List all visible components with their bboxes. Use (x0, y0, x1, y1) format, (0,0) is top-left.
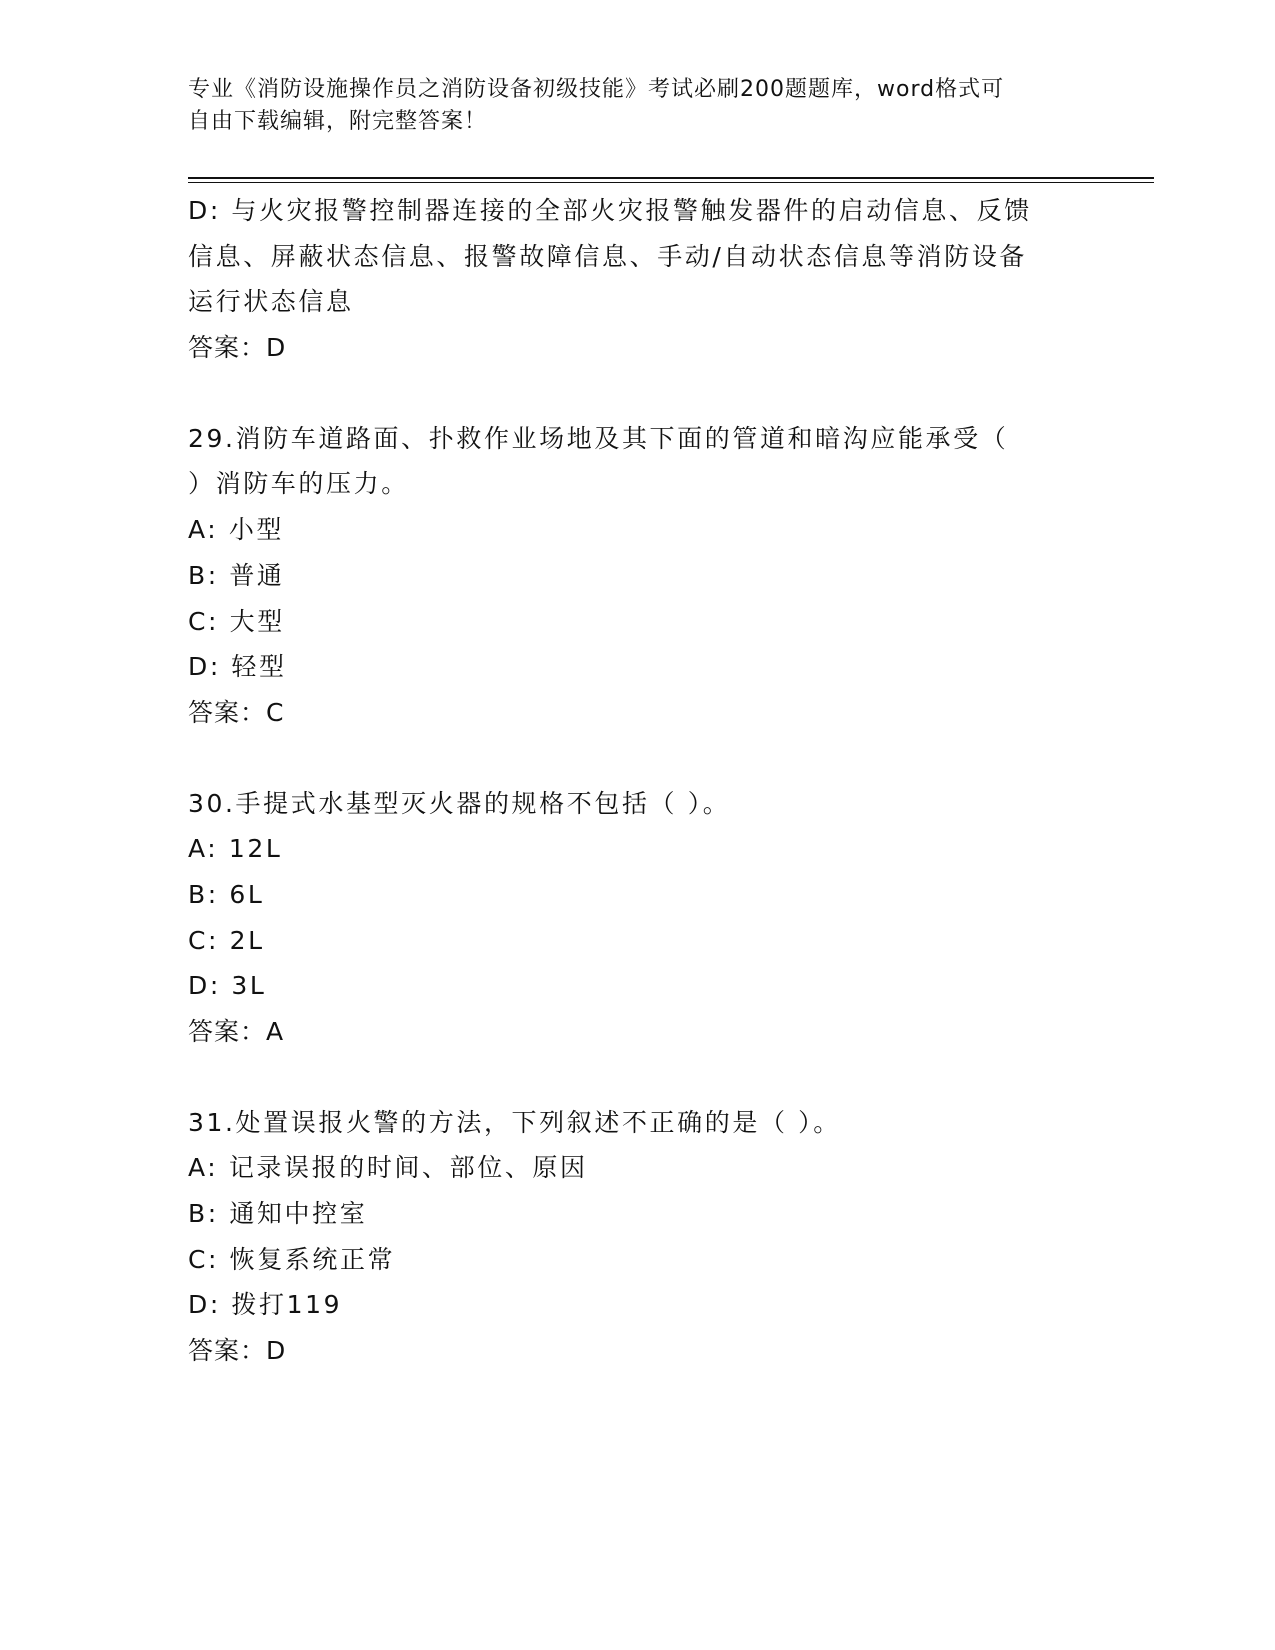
question-29 (188, 416, 1088, 736)
option-b: B: 通知中控室 (188, 1199, 368, 1229)
option-c: C: 2L (188, 925, 265, 955)
question-content (188, 188, 1088, 1374)
option-b: B: 6L (188, 879, 265, 909)
question-stem-line-2: ）消防车的压力。 (188, 469, 409, 499)
option-d-line-2: 信息、屏蔽状态信息、报警故障信息、手动/自动状态信息等消防设备 (188, 241, 1028, 271)
option-a: A: 记录误报的时间、部位、原因 (188, 1153, 588, 1183)
question-stem: 31.处置误报火警的方法，下列叙述不正确的是（ ）。 (188, 1107, 841, 1137)
option-a: A: 12L (188, 834, 283, 864)
answer-line: 答案：A (188, 1017, 285, 1046)
option-d-line-1: D: 与火灾报警控制器连接的全部火灾报警触发器件的启动信息、反馈 (188, 196, 1032, 225)
option-a: A: 小型 (188, 515, 285, 545)
answer-line: 答案：D (188, 333, 287, 363)
header-divider-thin (188, 182, 1154, 183)
answer-line: 答案：D (188, 1336, 287, 1366)
header-divider-thick (188, 177, 1154, 179)
question-31 (188, 1100, 1088, 1374)
option-d: D: 轻型 (188, 652, 287, 682)
option-d: D: 3L (188, 971, 267, 1001)
previous-question-tail (188, 188, 1088, 371)
option-c: C: 大型 (188, 606, 285, 636)
option-d: D: 拨打119 (188, 1290, 343, 1320)
question-30 (188, 781, 1088, 1055)
header-line-2: 自由下载编辑，附完整答案！ (188, 109, 488, 134)
option-d-line-3: 运行状态信息 (188, 287, 354, 317)
question-stem-line-1: 29.消防车道路面、扑救作业场地及其下面的管道和暗沟应能承受（ (188, 423, 1009, 453)
answer-line: 答案：C (188, 697, 285, 727)
header-line-1: 专业《消防设施操作员之消防设备初级技能》考试必刷200题题库，word格式可 (188, 77, 1005, 102)
option-c: C: 恢复系统正常 (188, 1244, 396, 1274)
option-b: B: 普通 (188, 560, 285, 590)
question-stem: 30.手提式水基型灭火器的规格不包括（ ）。 (188, 788, 731, 818)
document-header (188, 74, 1068, 138)
